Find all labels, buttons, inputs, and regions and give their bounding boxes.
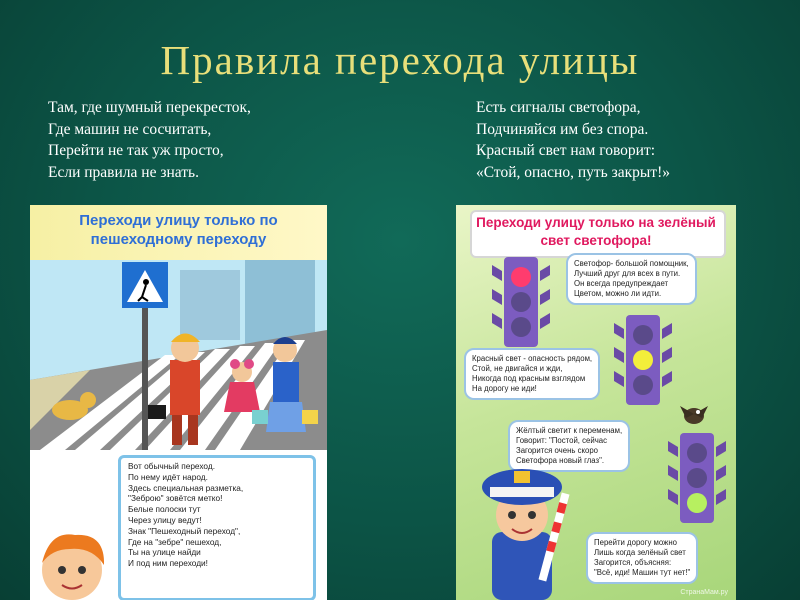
poster-title-line: Переходи улицу только по <box>79 212 278 229</box>
poster-title-line: Переходи улицу только на зелёный <box>476 215 716 230</box>
speech-bubble <box>566 253 697 305</box>
bubble-line: Перейти дорогу можно <box>594 538 677 547</box>
poster-title-line: пешеходному переходу <box>90 231 267 248</box>
poster-title-line: свет светофора! <box>540 233 652 248</box>
poem-left-line: Там, где шумный перекресток, <box>48 99 251 116</box>
traffic-light-yellow-icon <box>614 315 672 405</box>
traffic-light-poster <box>456 205 736 600</box>
poem-left-line: Если правила не знать. <box>48 163 199 181</box>
poster-title <box>470 214 722 250</box>
poem-right <box>476 97 670 183</box>
traffic-light-green-icon <box>668 433 726 523</box>
bubble-line: Загорится, объясняя: <box>594 558 672 567</box>
verse-line: Где на "зебре" пешеход, <box>128 536 222 547</box>
bubble-line: Говорит: "Постой, сейчас <box>516 436 608 445</box>
bubble-line: Загорится очень скоро <box>516 446 599 455</box>
poster-title <box>30 211 327 249</box>
bubble-line: Никогда под красным взглядом <box>472 374 586 383</box>
crosswalk-poster <box>30 205 327 600</box>
poem-right-line: Красный свет нам говорит: <box>476 142 656 159</box>
verse-line: Знак "Пешеходный переход", <box>128 525 241 536</box>
poem-right-line: Есть сигналы светофора, <box>476 99 641 116</box>
traffic-officer-illustration <box>462 457 582 600</box>
traffic-light-red-icon <box>492 257 550 347</box>
crosswalk-illustration <box>30 260 327 450</box>
bubble-line: Светофора новый глаз". <box>516 456 605 465</box>
bubble-line: Стой, не двигайся и жди, <box>472 364 563 373</box>
watermark: СтранаМам.ру <box>680 589 728 596</box>
speech-bubble <box>586 532 698 584</box>
speech-bubble <box>464 348 600 400</box>
bubble-line: Лучший друг для всех в пути. <box>574 269 681 278</box>
poem-left <box>48 97 251 183</box>
bubble-line: "Всё, иди! Машин тут нет!" <box>594 568 691 577</box>
poem-right-line: «Стой, опасно, путь закрыт!» <box>476 163 670 181</box>
bird-icon <box>676 400 712 428</box>
bubble-line: Красный свет - опасность рядом, <box>472 354 593 363</box>
verse-line: Через улицу ведут! <box>128 514 202 525</box>
poem-right-line: Подчиняйся им без спора. <box>476 120 649 138</box>
verse-line: Здесь специальная разметка, <box>128 482 244 493</box>
child-illustration <box>30 525 115 600</box>
bubble-line: Светофор- большой помощник, <box>574 259 689 268</box>
verse-line: "Зеброю" зовётся метко! <box>128 493 223 504</box>
verse-line: По нему идёт народ. <box>128 471 208 482</box>
verse-line: Белые полоски тут <box>128 504 201 515</box>
bubble-line: Он всегда предупреждает <box>574 279 669 288</box>
verse-line: И под ним переходи! <box>128 558 208 569</box>
bubble-line: Жёлтый светит к переменам, <box>516 426 623 435</box>
poem-left-line: Где машин не сосчитать, <box>48 120 212 138</box>
poem-left-line: Перейти не так уж просто, <box>48 142 224 159</box>
bubble-line: Цветом, можно ли идти. <box>574 289 662 298</box>
poster-verse <box>128 461 243 569</box>
slide-title: Правила перехода улицы <box>160 37 640 83</box>
verse-line: Вот обычный переход. <box>128 461 215 471</box>
bubble-line: Лишь когда зелёный свет <box>594 548 686 557</box>
verse-line: Ты на улице найди <box>128 547 201 558</box>
bubble-line: На дорогу не иди! <box>472 384 537 393</box>
